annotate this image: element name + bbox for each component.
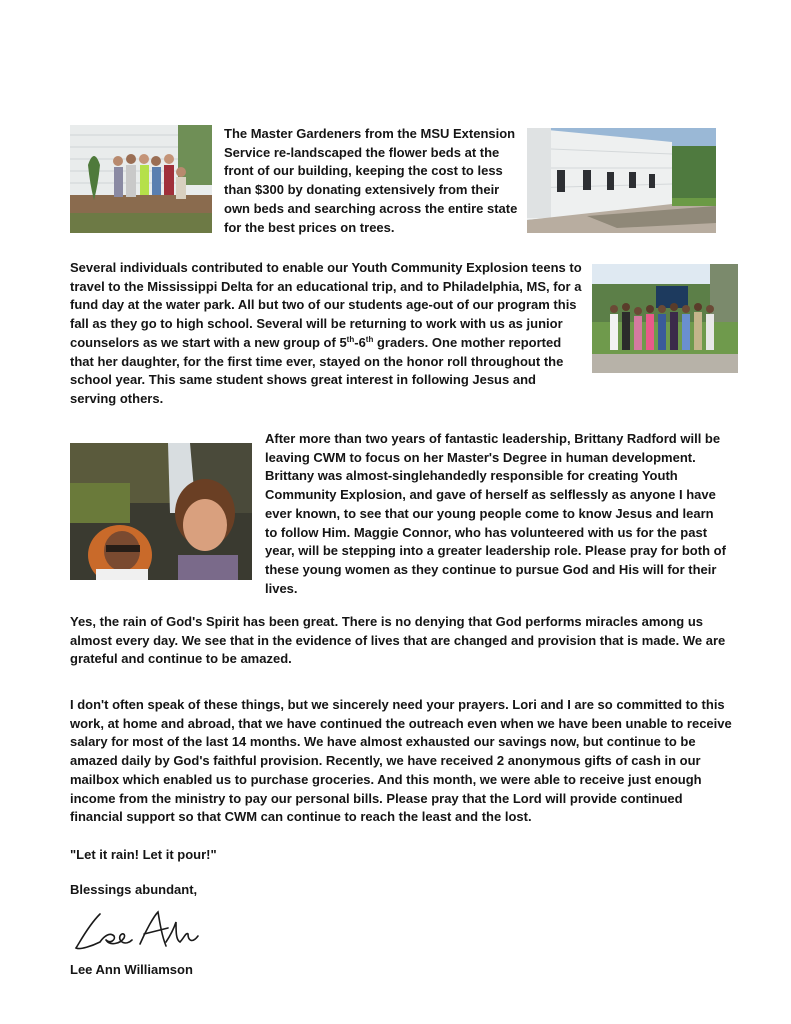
youth-text-start: Several individuals contributed to enable our Youth Community Explosion teens to travel to the Mississippi Delta for an educational trip, and to Philadelphia, MS, for a fund day at the water park. All but two of our students age-out of our program this fall as they go to high school. Several will be returning to work with us as junior counselors as we start with a new group of 5 bbox=[70, 260, 582, 350]
paragraph-prayers: I don't often speak of these things, but we sincerely need your prayers. Lori and I are so committed to this work, at home and abroad, that we have continued the outreach even when we have been unable to receive salary for most of the last 14 months. We have almost exhausted our savings now, but continue to be amazed daily by God's faithful provision. Recently, we have received 2 anonymous gifts of cash in our mailbox which enabled us to purchase groceries. And this month, we were able to receive just enough income from the ministry to pay our personal bills. Please pray that the Lord will provide continued financial support so that CWM can continue to reach the least and the lost. bbox=[70, 697, 732, 825]
photo-youth-group bbox=[592, 264, 738, 373]
paragraph-gardeners: The Master Gardeners from the MSU Extension Service re-landscaped the flower beds at the front of our building, keeping the cost to less than $300 by donating extensively from their own beds and searching across the entire state for the best prices on trees. bbox=[224, 126, 518, 235]
youth-text-dash: -6 bbox=[354, 334, 366, 350]
paragraph-leadership: After more than two years of fantastic leadership, Brittany Radford will be leaving CWM to focus on her Master's Degree in human development. Brittany was almost-singlehandedly responsible for creating Youth Community Explosion, and gave of herself as selflessly as anyone I have ever known, to see that our young people come to know Jesus and learn to follow Him. Maggie Connor, who has volunteered with us for the past year, will be stepping into a greater leadership role. Please pray for both of these young women as they continue to pursue God and His will for their lives. bbox=[265, 431, 726, 596]
ordinal-suffix-6th: th bbox=[365, 334, 374, 344]
closing-salutation: Blessings abundant, bbox=[70, 882, 198, 897]
photo-master-gardeners bbox=[70, 125, 212, 233]
signature-name: Lee Ann Williamson bbox=[70, 962, 193, 977]
photo-building-landscaping bbox=[527, 128, 716, 233]
quote-let-it-rain: "Let it rain! Let it pour!" bbox=[70, 847, 217, 862]
paragraph-rain: Yes, the rain of God's Spirit has been great. There is no denying that God performs miracles among us almost every day. We see that in the evidence of lives that are changed and provision that is made. We are grateful and continue to be amazed. bbox=[70, 614, 726, 667]
paragraph-youth-trip bbox=[70, 259, 584, 409]
youth-text-end: graders. One mother reported that her daughter, for the first time ever, stayed on the honor roll throughout the school year. This same student shows great interest in following Jesus and serving others. bbox=[70, 334, 564, 406]
handwritten-signature bbox=[70, 906, 210, 956]
ordinal-suffix-5th: th bbox=[346, 334, 355, 344]
photo-waterfall-selfie bbox=[70, 443, 252, 580]
